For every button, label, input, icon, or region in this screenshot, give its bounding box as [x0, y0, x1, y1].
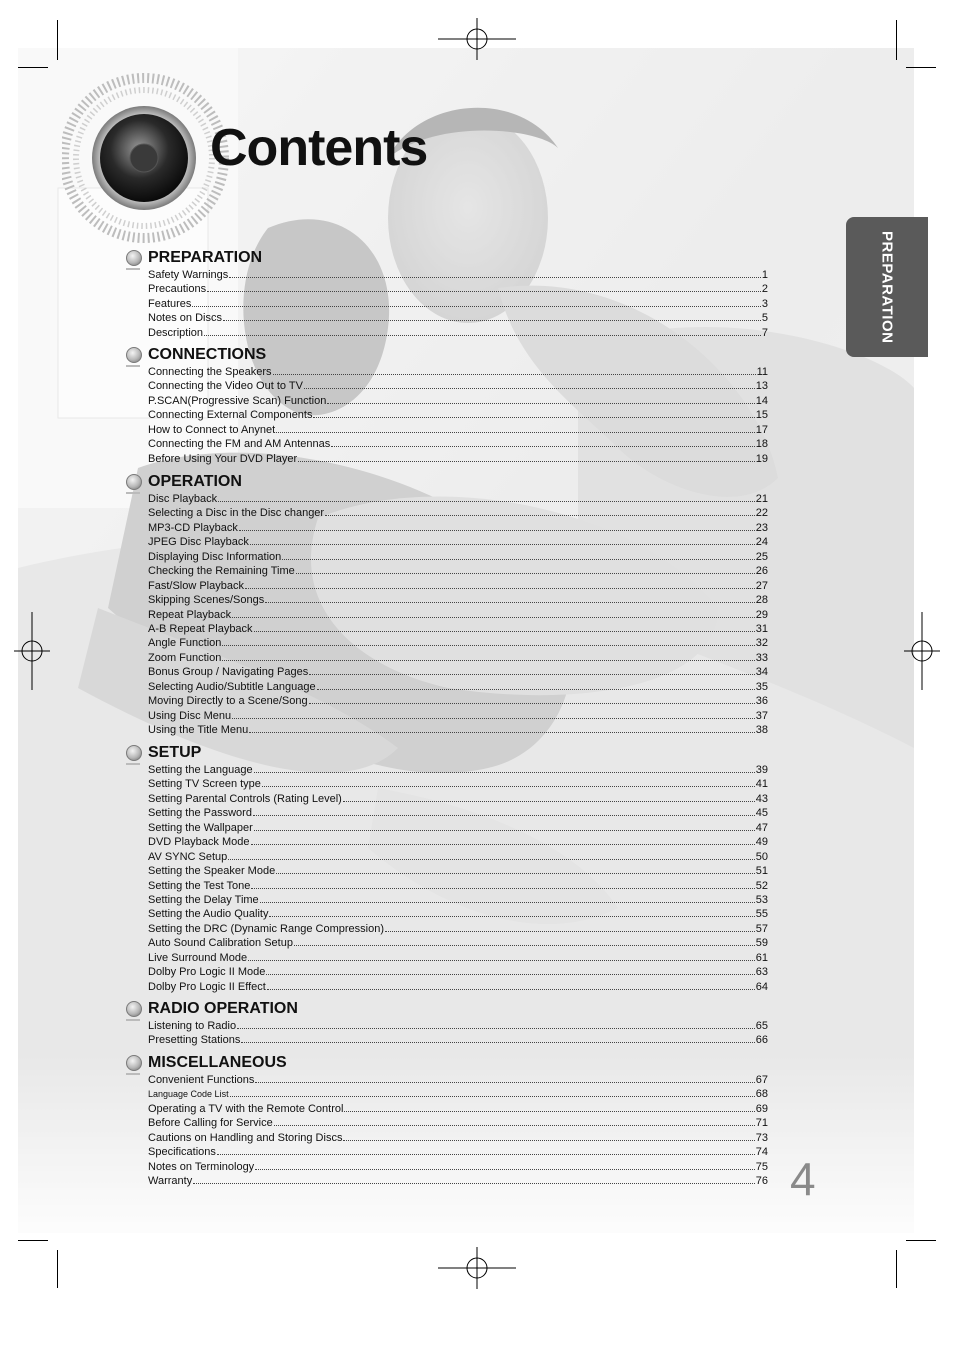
toc-entry[interactable] [148, 407, 768, 421]
section-connections [122, 346, 768, 465]
entry-list [148, 1018, 768, 1047]
crop-mark [896, 1250, 897, 1288]
bullet-icon [126, 745, 142, 761]
entry-label: Connecting External Components [148, 409, 313, 422]
entry-page: 49 [755, 836, 768, 849]
leader-dots [249, 722, 754, 733]
entry-label: Setting the Test Tone [148, 879, 251, 892]
entry-page: 27 [755, 579, 768, 592]
toc-entry[interactable] [148, 708, 768, 722]
toc-entry[interactable] [148, 849, 768, 863]
crop-mark [906, 1240, 936, 1241]
leader-dots [274, 1115, 755, 1126]
entry-label: Before Using Your DVD Player [148, 452, 298, 465]
leader-dots [230, 1086, 755, 1097]
leader-dots [204, 325, 761, 336]
entry-page: 23 [755, 521, 768, 534]
entry-label: Cautions on Handling and Storing Discs [148, 1131, 343, 1144]
toc-entry[interactable] [148, 722, 768, 736]
entry-label: Listening to Radio [148, 1020, 237, 1032]
toc-entry[interactable] [148, 762, 768, 776]
section-title: CONNECTIONS [148, 346, 267, 363]
entry-page: 43 [755, 792, 768, 805]
entry-label: Setting Parental Controls (Rating Level) [148, 792, 342, 805]
section-title: SETUP [148, 744, 202, 761]
entry-page: 52 [755, 879, 768, 892]
leader-dots [254, 621, 755, 632]
entry-page: 11 [756, 366, 768, 378]
toc-entry[interactable] [148, 364, 768, 378]
entry-page: 50 [755, 850, 768, 863]
toc-entry[interactable] [148, 607, 768, 621]
registration-mark-bottom [438, 1247, 516, 1289]
entry-label: Angle Function [148, 637, 222, 650]
toc-entry[interactable] [148, 378, 768, 392]
toc-entry[interactable] [148, 892, 768, 906]
leader-dots [343, 1130, 754, 1141]
entry-page: 47 [755, 821, 768, 834]
entry-list [148, 762, 768, 993]
entry-page: 34 [755, 666, 768, 679]
toc-entry[interactable] [148, 505, 768, 519]
section-header [122, 346, 768, 364]
entry-page: 21 [755, 493, 768, 505]
toc-entry[interactable] [148, 534, 768, 548]
entry-page: 55 [755, 908, 768, 921]
toc-entry[interactable] [148, 820, 768, 834]
section-title: RADIO OPERATION [148, 1000, 298, 1017]
page-number: 4 [790, 1153, 816, 1205]
leader-dots [296, 563, 755, 574]
bullet-underline [126, 268, 140, 270]
leader-dots [344, 1101, 754, 1112]
leader-dots [254, 762, 755, 773]
entry-label: Description [148, 326, 204, 339]
toc-entry[interactable] [148, 834, 768, 848]
toc-entry[interactable] [148, 621, 768, 635]
toc-entry[interactable] [148, 563, 768, 577]
leader-dots [217, 1144, 755, 1155]
toc-entry[interactable] [148, 791, 768, 805]
entry-page: 64 [755, 980, 768, 993]
toc-entry[interactable] [148, 1072, 768, 1086]
speaker-icon [62, 70, 232, 245]
crop-mark [18, 1240, 48, 1241]
leader-dots [313, 407, 754, 418]
entry-label: JPEG Disc Playback [148, 536, 249, 549]
leader-dots [207, 281, 761, 292]
entry-page: 51 [755, 865, 768, 878]
leader-dots [255, 1072, 754, 1083]
entry-page: 17 [755, 423, 768, 436]
section-title: MISCELLANEOUS [148, 1054, 287, 1071]
entry-label: Connecting the Speakers [148, 366, 272, 378]
toc-entry[interactable] [148, 422, 768, 436]
crop-mark [57, 20, 58, 60]
crop-mark [906, 67, 936, 68]
toc-entry[interactable] [148, 520, 768, 534]
toc-entry[interactable] [148, 393, 768, 407]
bullet-icon [126, 474, 142, 490]
entry-page: 73 [755, 1131, 768, 1144]
entry-page: 53 [755, 893, 768, 906]
toc-entry[interactable] [148, 906, 768, 920]
entry-list [148, 1072, 768, 1188]
entry-page: 22 [755, 507, 768, 520]
entry-label: Dolby Pro Logic II Effect [148, 980, 266, 993]
entry-label: Setting the Delay Time [148, 893, 259, 906]
entry-label: Displaying Disc Information [148, 550, 282, 563]
section-header [122, 473, 768, 491]
entry-page: 28 [755, 594, 768, 607]
entry-list [148, 364, 768, 465]
entry-label: Setting the Language [148, 764, 253, 776]
toc-entry[interactable] [148, 451, 768, 465]
section-miscellaneous [122, 1054, 768, 1188]
entry-page: 29 [755, 608, 768, 621]
entry-label: Dolby Pro Logic II Mode [148, 966, 266, 979]
toc-entry[interactable] [148, 1130, 768, 1144]
entry-label: Language Code List [148, 1089, 229, 1100]
toc-entry[interactable] [148, 878, 768, 892]
entry-page: 5 [761, 312, 768, 325]
entry-label: Skipping Scenes/Songs [148, 594, 265, 607]
entry-label: AV SYNC Setup [148, 850, 228, 863]
leader-dots [276, 422, 755, 433]
entry-label: How to Connect to Anynet [148, 423, 276, 436]
entry-label: A-B Repeat Playback [148, 622, 253, 635]
toc-entry[interactable] [148, 805, 768, 819]
bullet-underline [126, 1073, 140, 1075]
leader-dots [385, 921, 755, 932]
entry-page: 25 [755, 550, 768, 563]
entry-label: Repeat Playback [148, 608, 232, 621]
entry-label: Moving Directly to a Scene/Song [148, 695, 308, 708]
toc-entry[interactable] [148, 693, 768, 707]
registration-mark-left [14, 612, 50, 690]
leader-dots [222, 650, 754, 661]
leader-dots [317, 679, 755, 690]
toc-entry[interactable] [148, 1032, 768, 1046]
bullet-icon [126, 347, 142, 363]
leader-dots [248, 950, 755, 961]
leader-dots [325, 505, 755, 516]
toc-entry[interactable] [148, 664, 768, 678]
entry-label: P.SCAN(Progressive Scan) Function [148, 394, 327, 407]
toc-entry[interactable] [148, 578, 768, 592]
toc-entry[interactable] [148, 1144, 768, 1158]
entry-label: Fast/Slow Playback [148, 579, 244, 592]
entry-page: 71 [755, 1117, 768, 1130]
toc-entry[interactable] [148, 935, 768, 949]
entry-page: 68 [755, 1088, 768, 1101]
leader-dots [267, 979, 755, 990]
entry-page: 7 [761, 326, 768, 339]
leader-dots [232, 708, 755, 719]
entry-page: 14 [755, 394, 768, 407]
entry-page: 61 [755, 951, 768, 964]
entry-page: 2 [761, 283, 768, 296]
entry-label: Disc Playback [148, 493, 218, 505]
section-header [122, 1000, 768, 1018]
entry-label: Setting the Password [148, 807, 252, 820]
leader-dots [250, 534, 755, 545]
entry-label: Safety Warnings [148, 269, 229, 281]
leader-dots [269, 906, 754, 917]
entry-label: Using the Title Menu [148, 724, 249, 736]
toc-entry[interactable] [148, 1173, 768, 1187]
leader-dots [309, 693, 755, 704]
entry-label: Precautions [148, 283, 207, 296]
entry-page: 15 [755, 409, 768, 422]
leader-dots [327, 393, 754, 404]
entry-page: 26 [755, 565, 768, 578]
leader-dots [228, 849, 754, 860]
toc-entry[interactable] [148, 863, 768, 877]
section-preparation [122, 249, 768, 339]
toc-entry[interactable] [148, 1018, 768, 1032]
leader-dots [276, 863, 755, 874]
section-title: PREPARATION [148, 249, 263, 266]
entry-label: Connecting the Video Out to TV [148, 380, 303, 393]
entry-page: 35 [755, 680, 768, 693]
leader-dots [273, 364, 756, 375]
leader-dots [343, 791, 755, 802]
section-header [122, 249, 768, 267]
bullet-underline [126, 365, 140, 367]
leader-dots [304, 378, 755, 389]
entry-label: Features [148, 297, 192, 310]
entry-label: Presetting Stations [148, 1034, 241, 1047]
entry-page: 39 [755, 764, 768, 776]
entry-label: Using Disc Menu [148, 709, 232, 722]
bullet-icon [126, 1055, 142, 1071]
toc-entry[interactable] [148, 296, 768, 310]
leader-dots [262, 776, 755, 787]
bullet-underline [126, 492, 140, 494]
leader-dots [282, 549, 754, 560]
toc-entry[interactable] [148, 267, 768, 281]
entry-label: Setting the Speaker Mode [148, 865, 276, 878]
entry-page: 1 [761, 269, 768, 281]
section-radio-operation [122, 1000, 768, 1047]
entry-page: 41 [755, 778, 768, 791]
bullet-underline [126, 763, 140, 765]
entry-label: Setting the DRC (Dynamic Range Compression) [148, 922, 384, 935]
entry-page: 32 [755, 637, 768, 650]
leader-dots [193, 1173, 755, 1184]
entry-page: 67 [755, 1074, 768, 1086]
entry-page: 31 [755, 622, 768, 635]
entry-label: Setting the Audio Quality [148, 908, 269, 921]
crop-mark [18, 67, 48, 68]
entry-label: Live Surround Mode [148, 951, 248, 964]
section-header [122, 744, 768, 762]
section-setup [122, 744, 768, 993]
crop-mark [896, 20, 897, 60]
toc-entry[interactable] [148, 325, 768, 339]
section-header [122, 1054, 768, 1072]
leader-dots [331, 436, 755, 447]
side-tab [846, 217, 928, 357]
entry-page: 75 [755, 1160, 768, 1173]
side-tab-label: PREPARATION [878, 230, 896, 344]
entry-label: Convenient Functions [148, 1074, 255, 1086]
toc-entry[interactable] [148, 310, 768, 324]
entry-page: 36 [755, 695, 768, 708]
entry-label: Bonus Group / Navigating Pages [148, 666, 309, 679]
entry-page: 19 [755, 452, 768, 465]
entry-label: Before Calling for Service [148, 1117, 273, 1130]
entry-label: DVD Playback Mode [148, 836, 250, 849]
toc-entry[interactable] [148, 679, 768, 693]
bullet-underline [126, 1019, 140, 1021]
entry-page: 45 [755, 807, 768, 820]
entry-label: Specifications [148, 1146, 216, 1159]
entry-page: 37 [755, 709, 768, 722]
leader-dots [229, 267, 761, 278]
toc-entry[interactable] [148, 1086, 768, 1100]
entry-page: 76 [755, 1175, 768, 1188]
leader-dots [260, 892, 755, 903]
toc-entry[interactable] [148, 549, 768, 563]
leader-dots [218, 491, 755, 502]
entry-label: Warranty [148, 1175, 193, 1188]
section-operation [122, 473, 768, 736]
page-title: Contents [210, 119, 428, 177]
crop-mark [57, 1250, 58, 1288]
entry-label: MP3-CD Playback [148, 521, 238, 534]
entry-list [148, 491, 768, 736]
entry-label: Selecting Audio/Subtitle Language [148, 680, 316, 693]
entry-page: 24 [755, 536, 768, 549]
entry-page: 18 [755, 438, 768, 451]
entry-page: 3 [761, 297, 768, 310]
registration-mark-right [904, 612, 940, 690]
leader-dots [251, 878, 754, 889]
leader-dots [237, 1018, 755, 1029]
entry-page: 13 [755, 380, 768, 393]
toc-entry[interactable] [148, 1159, 768, 1173]
toc-entry[interactable] [148, 436, 768, 450]
toc-entry[interactable] [148, 281, 768, 295]
leader-dots [223, 310, 761, 321]
entry-page: 74 [755, 1146, 768, 1159]
entry-label: Zoom Function [148, 651, 222, 664]
leader-dots [239, 520, 755, 531]
leader-dots [251, 834, 755, 845]
toc-entry[interactable] [148, 964, 768, 978]
bullet-icon [126, 250, 142, 266]
entry-page: 59 [755, 937, 768, 950]
entry-page: 38 [755, 724, 768, 736]
entry-label: Operating a TV with the Remote Control [148, 1102, 344, 1115]
entry-label: Auto Sound Calibration Setup [148, 937, 293, 950]
toc-entry[interactable] [148, 635, 768, 649]
entry-label: Notes on Discs [148, 312, 222, 325]
toc-entry[interactable] [148, 979, 768, 993]
toc-entry[interactable] [148, 650, 768, 664]
leader-dots [253, 805, 755, 816]
leader-dots [298, 451, 755, 462]
toc-entry[interactable] [148, 921, 768, 935]
leader-dots [222, 635, 754, 646]
entry-label: Selecting a Disc in the Disc changer [148, 507, 325, 520]
leader-dots [254, 820, 755, 831]
toc-entry[interactable] [148, 950, 768, 964]
leader-dots [265, 592, 755, 603]
entry-page: 33 [755, 651, 768, 664]
bullet-icon [126, 1001, 142, 1017]
section-title: OPERATION [148, 473, 242, 490]
entry-page: 69 [755, 1102, 768, 1115]
toc-entry[interactable] [148, 491, 768, 505]
entry-page: 66 [755, 1034, 768, 1047]
entry-label: Setting the Wallpaper [148, 821, 253, 834]
leader-dots [245, 578, 755, 589]
toc-entry[interactable] [148, 776, 768, 790]
entry-label: Connecting the FM and AM Antennas [148, 438, 331, 451]
entry-page: 57 [755, 922, 768, 935]
toc-entry[interactable] [148, 1101, 768, 1115]
entry-page: 65 [755, 1020, 768, 1032]
toc-entry[interactable] [148, 592, 768, 606]
entry-label: Checking the Remaining Time [148, 565, 295, 578]
entry-label: Setting TV Screen type [148, 778, 261, 791]
leader-dots [255, 1159, 755, 1170]
entry-page: 63 [755, 966, 768, 979]
leader-dots [192, 296, 760, 307]
leader-dots [266, 964, 754, 975]
registration-mark-top [438, 18, 516, 60]
leader-dots [294, 935, 755, 946]
leader-dots [309, 664, 755, 675]
toc-entry[interactable] [148, 1115, 768, 1129]
leader-dots [241, 1032, 754, 1043]
entry-list [148, 267, 768, 339]
leader-dots [232, 607, 755, 618]
entry-label: Notes on Terminology [148, 1160, 255, 1173]
